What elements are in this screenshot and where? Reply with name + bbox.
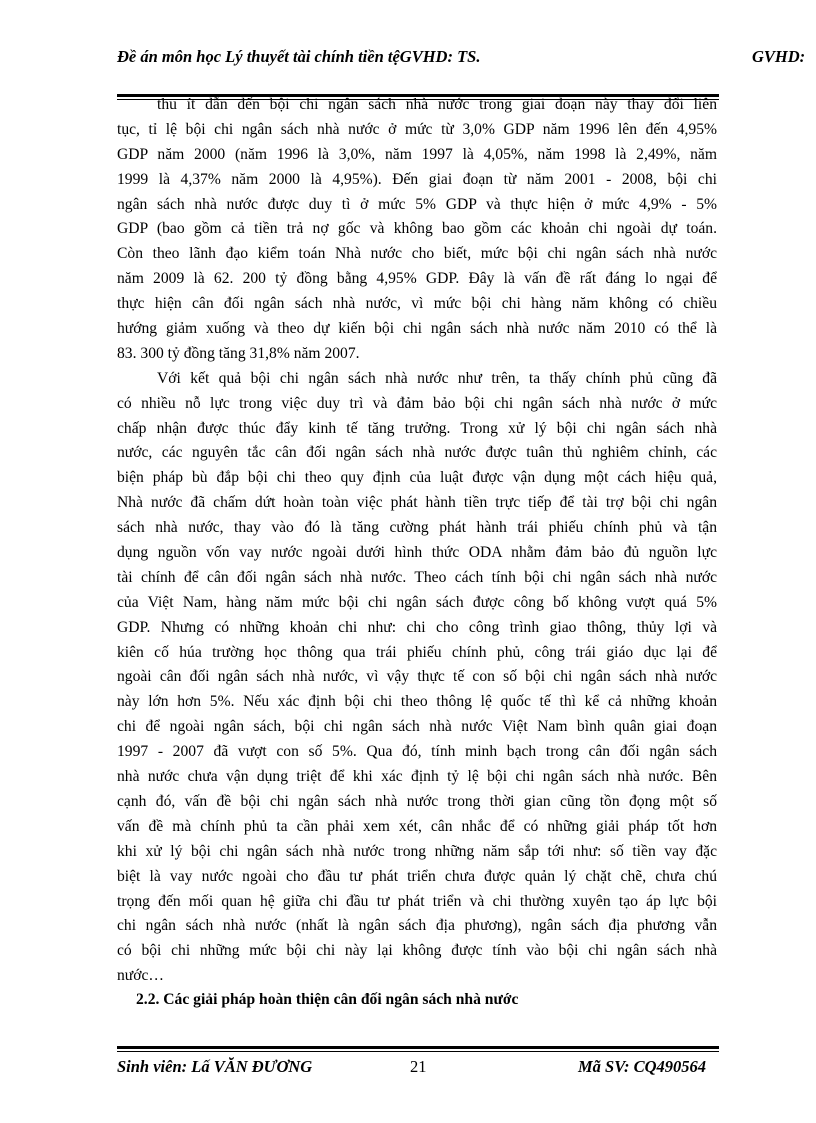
text-line: kiên cố húa trường học thông qua trái phiếu chính phủ, công trái giáo dục lại để [117,643,717,661]
text-line: chi ngân sách nhà nước (nhất là ngân sách địa phương), ngân sách địa phương vẫn [117,917,717,935]
text-line: biệt là vay nước ngoài cho đầu tư phát triển chưa được quản lý chặt chẽ, chưa chú [117,867,717,885]
footer-student-id: Mã SV: CQ490564 [578,1057,707,1076]
text-line: GDP. Nhưng có những khoản chi như: chi cho công trình giao thông, thủy lợi và [117,618,717,636]
page-number: 21 [410,1057,427,1076]
text-line: nước, các nguyên tắc cân đối ngân sách nhà nước được tuân thủ nghiêm chỉnh, các [117,444,717,462]
text-line: biện pháp bù đắp bội chi theo quy định của luật được vận dụng một cách hiệu quả, [117,469,717,487]
text-line: sách nhà nước, thay vào đó là tăng cường phát hành trái phiếu chính phủ và tận [117,519,717,537]
text-line: Còn theo lãnh đạo kiểm toán Nhà nước cho biết, mức bội chi ngân sách nhà nước [117,245,717,263]
section-number: 2.2. [136,991,160,1008]
text-line: vấn đề mà chính phủ ta cần phải xem xét, cân nhắc để có những giải pháp tốt hơn [117,817,717,835]
text-line: nước… [117,967,165,985]
text-line: Với kết quả bội chi ngân sách nhà nước như trên, ta thấy chính phủ cũng đã [157,369,717,387]
header-title: Đề án môn học Lý thuyết tài chính tiền tệGVHD: TS. [117,47,481,66]
text-line: chi để ngoài ngân sách, bội chi ngân sách nhà nước Việt Nam bình quân giai đoạn [117,718,717,736]
section-title: Các giải pháp hoàn thiện cân đối ngân sách nhà nước [163,991,519,1008]
text-line: của Việt Nam, hàng năm mức bội chi ngân sách được công bố không vượt quá 5% [117,593,717,611]
body-text [117,93,717,989]
text-line: trọng đến mối quan hệ giữa chi đầu tư phát triển và chi thường xuyên tạo áp lực bội [117,892,717,910]
text-line: tài chính để cân đối ngân sách nhà nước. Theo cách tính bội chi ngân sách nhà nước [117,568,717,586]
text-line: thực hiện cân đối ngân sách nhà nước, vì mức bội chi hàng năm không có chiều [117,295,717,313]
text-line: năm 2009 là 62. 200 tỷ đồng bằng 4,95% GDP. Đây là vấn đề rất đáng lo ngại để [117,270,717,288]
text-line: GDP (bao gồm cả tiền trả nợ gốc và không bao gồm các khoản chi ngoài dự toán. [117,220,717,238]
text-line: có bội chi những mức bội chi này lại không được tính vào bội chi ngân sách nhà [117,942,717,960]
text-line: ngân sách nhà nước được duy tì ở mức 5% GDP và thực hiện ở mức 4,9% - 5% [117,195,717,213]
text-line: Nhà nước đã chấm dứt hoàn toàn việc phát hành tiền trực tiếp để tài trợ bội chi ngân [117,494,717,512]
text-line: dụng nguồn vốn vay nước ngoài dưới hình thức ODA nhằm đảm bảo đủ nguồn lực [117,544,717,562]
header-right: GVHD: [752,47,806,66]
footer-rule-thin [117,1051,719,1052]
section-heading [136,991,518,1009]
text-line: thu ít dẫn đến bội chi ngân sách nhà nước trong giai đoạn này thay đổi liên [157,96,717,113]
text-line: hướng giảm xuống và theo dự kiến bội chi ngân sách nhà nước năm 2010 có thể là [117,320,717,338]
text-line: khi xử lý bội chi ngân sách nhà nước trong những năm sắp tới như: số tiền vay đặc [117,842,717,860]
footer-student: Sinh viên: Lấ VĂN ĐƯƠNG [117,1057,313,1076]
text-line: GDP năm 2000 (năm 1996 là 3,0%, năm 1997 là 4,05%, năm 1998 là 2,49%, năm [117,145,717,163]
text-line: 1997 - 2007 đã vượt con số 5%. Qua đó, tính minh bạch trong cân đối ngân sách [117,743,717,761]
text-line: này lớn hơn 5%. Nếu xác định bội chi theo thông lệ quốc tế thì kể cả những khoản [117,693,717,711]
text-line: cạnh đó, vấn đề bội chi ngân sách nhà nước trong thời gian cũng tồn đọng một số [117,792,717,810]
text-line: nhà nước chưa vận dụng triệt để khi xác định tỷ lệ bội chi ngân sách nhà nước. Bên [117,768,717,786]
text-line: 1999 là 4,37% năm 2000 là 4,95%). Đến giai đoạn từ năm 2001 - 2008, bội chi [117,170,717,188]
text-line: tục, tỉ lệ bội chi ngân sách nhà nước ở mức từ 3,0% GDP năm 1996 lên đến 4,95% [117,120,717,138]
text-line: có nhiều nỗ lực trong việc duy trì và đảm bảo bội chi ngân sách nhà nước ở mức [117,394,717,412]
text-line: ngoài cân đối ngân sách nhà nước, vì vậy thực tế con số bội chi ngân sách nhà nước [117,668,717,686]
text-line: 83. 300 tỷ đồng tăng 31,8% năm 2007. [117,344,360,362]
footer-rule [117,1046,719,1049]
text-line: chấp nhận được thúc đẩy kinh tế tăng trưởng. Trong xử lý bội chi ngân sách nhà [117,419,717,437]
